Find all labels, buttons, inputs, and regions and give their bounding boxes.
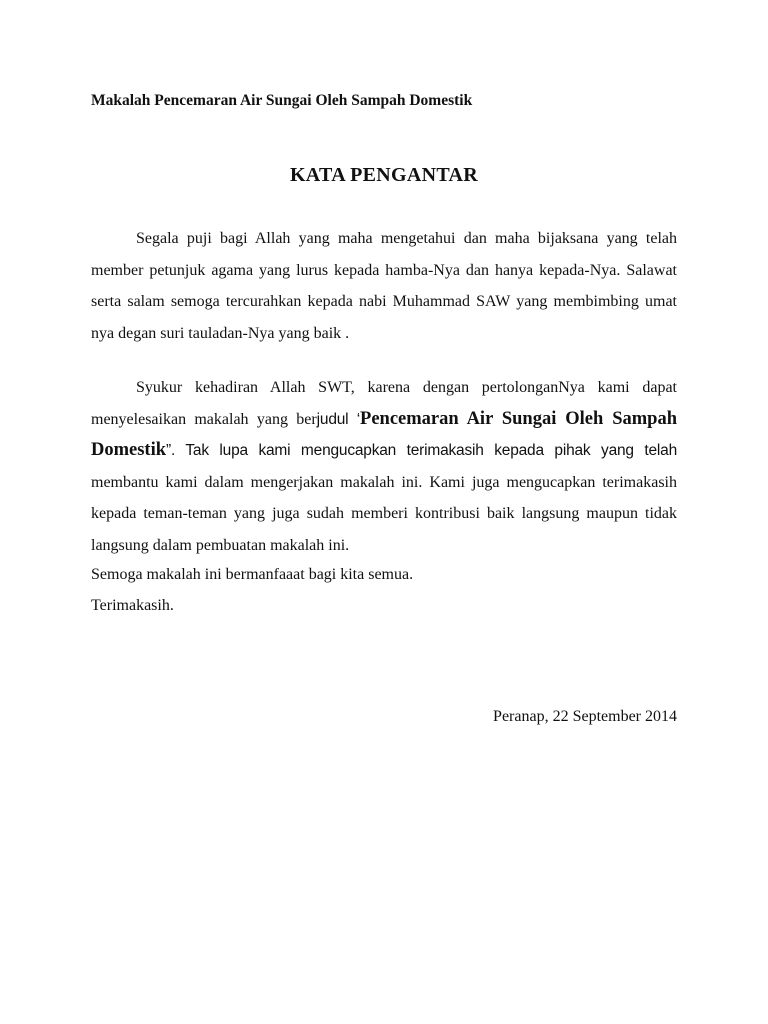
paragraph-gratitude-text-5: membantu kami dalam mengerjakan makalah ini. Kami juga mengucapkan terimakasih kepada teman-teman yang juga sudah memberi kontribusi baik langsung maupun tidak langsung dalam pembuatan makalah ini. — [91, 473, 677, 554]
paragraph-gratitude — [91, 372, 677, 562]
paragraph-gratitude-text-4: ”. Tak lupa kami mengucapkan terimakasih kepada pihak yang telah — [166, 442, 677, 460]
page-title: KATA PENGANTAR — [289, 164, 479, 186]
paragraph-opening-text: Segala puji bagi Allah yang maha mengetahui dan maha bijaksana yang telah member petunjuk agama yang lurus kepada hamba-Nya dan hanya kepada-Nya. Salawat serta salam semoga tercurahkan kepada nabi Muhammad SAW yang membimbing umat nya degan suri tauladan-Nya yang baik . — [91, 230, 677, 342]
closing-line-2: Terimakasih. — [91, 597, 174, 614]
document-heading: Makalah Pencemaran Air Sungai Oleh Sampah Domestik — [91, 92, 473, 109]
paragraph-opening — [91, 223, 677, 349]
paper-title-reference: Pencemaran Air Sungai Oleh Sampah Domestik — [91, 408, 677, 461]
place-date: Peranap, 22 September 2014 — [493, 708, 677, 725]
closing-line-1: Semoga makalah ini bermanfaaat bagi kita semua. — [91, 566, 414, 583]
paragraph-gratitude-text-2: judul ‘ — [316, 410, 361, 428]
paragraph-gratitude-text-1: Syukur kehadiran Allah SWT, karena dengan pertolonganNya kami dapat menyelesaikan makalah yang ber — [91, 379, 677, 428]
